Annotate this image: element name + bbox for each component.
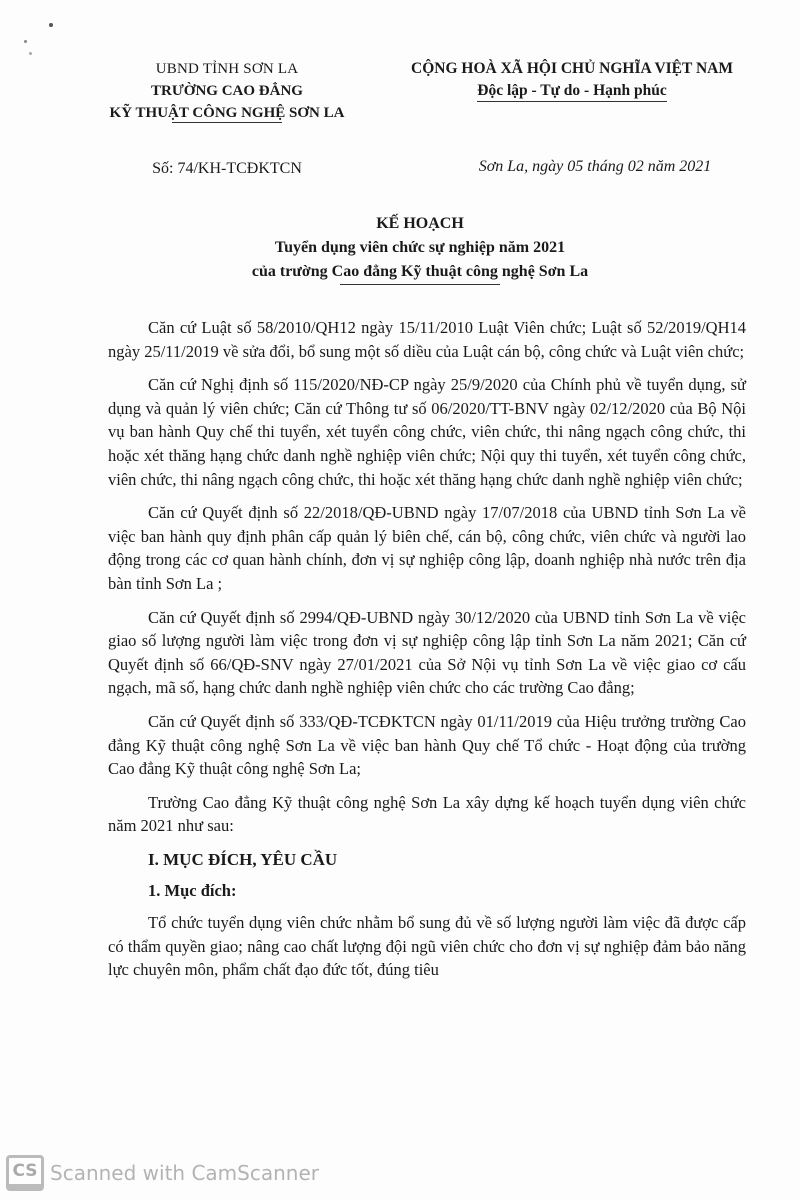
national-motto: Độc lập - Tự do - Hạnh phúc — [477, 80, 666, 102]
document-title-block — [100, 212, 740, 285]
section-heading: I. MỤC ĐÍCH, YÊU CẦU — [148, 849, 338, 869]
document-title: KẾ HOẠCH — [376, 215, 464, 232]
school-name-line2: KỸ THUẬT CÔNG NGHỆ SƠN LA — [109, 105, 345, 121]
title-underline — [340, 284, 500, 285]
camscanner-watermark — [6, 1155, 319, 1191]
scan-speck — [29, 52, 32, 55]
province-committee-line: UBND TỈNH SƠN LA — [155, 61, 299, 77]
legal-basis-paragraph: Căn cứ Quyết định số 333/QĐ-TCĐKTCN ngày 01/11/2019 của Hiệu trưởng trường Cao đẳng Kỹ thuật công nghệ Sơn La về việc ban hành Quy chế Tổ chức - Hoạt động của trường Cao đẳng Kỹ thuật công nghệ Sơn La; — [108, 711, 746, 779]
scan-speck — [49, 23, 53, 27]
camscanner-logo-icon: CS — [6, 1155, 44, 1191]
issuing-authority-header — [72, 58, 382, 123]
legal-basis-paragraph: Căn cứ Quyết định số 22/2018/QĐ-UBND ngày 17/07/2018 của UBND tỉnh Sơn La về việc ban hành quy định phân cấp quản lý biên chế, cán bộ, công chức, viên chức và người lao động trong các cơ quan hành chính, đơn vị sự nghiệp công lập, doanh nghiệp nhà nước trên địa bàn tỉnh Sơn La ; — [108, 503, 746, 593]
document-date: Sơn La, ngày 05 tháng 02 năm 2021 — [478, 158, 712, 175]
subsection-heading: 1. Mục đích: — [148, 881, 237, 901]
legal-basis-paragraph: Căn cứ Nghị định số 115/2020/NĐ-CP ngày 25/9/2020 của Chính phủ về tuyển dụng, sử dụng và quản lý viên chức; Căn cứ Thông tư số 06/2020/TT-BNV ngày 02/12/2020 của Bộ Nội vụ ban hành Quy chế thi tuyển, xét tuyển công chức, viên chức, thi nâng ngạch công chức, thi hoặc xét thăng hạng chức danh nghề nghiệp viên chức; Nội quy thi tuyển, xét tuyển công chức, viên chức, thi nâng ngạch công chức, thi hoặc xét thăng hạng chức danh nghề nghiệp viên chức; — [108, 375, 746, 489]
scan-speck — [24, 40, 27, 43]
watermark-text: Scanned with CamScanner — [50, 1161, 319, 1185]
school-name-line1: TRƯỜNG CAO ĐẲNG — [151, 83, 303, 99]
national-motto-header — [382, 58, 762, 102]
document-number: Số: 74/KH-TCĐKTCN — [152, 160, 302, 177]
legal-basis-paragraph: Căn cứ Quyết định số 2994/QĐ-UBND ngày 30/12/2020 của UBND tỉnh Sơn La về việc giao số lượng người làm việc trong đơn vị sự nghiệp công lập tỉnh Sơn La năm 2021; Căn cứ Quyết định số 66/QĐ-SNV ngày 27/01/2021 của Sở Nội vụ tỉnh Sơn La về việc giao cơ cấu ngạch, mã số, hạng chức danh nghề nghiệp viên chức cho các trường Cao đẳng; — [108, 607, 746, 698]
purpose-paragraph: Tổ chức tuyển dụng viên chức nhằm bổ sung đủ về số lượng người làm việc đã được cấp có thẩm quyền giao; nâng cao chất lượng đội ngũ viên chức cho đơn vị sự nghiệp đảm bảo năng lực chuyên môn, phẩm chất đạo đức tốt, đúng tiêu — [108, 913, 746, 980]
document-subtitle-2: của trường Cao đẳng Kỹ thuật công nghệ Sơn La — [251, 263, 589, 280]
document-subtitle-1: Tuyển dụng viên chức sự nghiệp năm 2021 — [274, 239, 566, 256]
document-body — [108, 316, 746, 992]
intro-paragraph: Trường Cao đẳng Kỹ thuật công nghệ Sơn La xây dựng kế hoạch tuyển dụng viên chức năm 2021 như sau: — [108, 792, 746, 836]
legal-basis-paragraph: Căn cứ Luật số 58/2010/QH12 ngày 15/11/2010 Luật Viên chức; Luật số 52/2019/QH14 ngày 25/11/2019 về sửa đổi, bổ sung một số diều của Luật cán bộ, công chức và Luật viên chức; — [108, 318, 746, 361]
country-name: CỘNG HOÀ XÃ HỘI CHỦ NGHĨA VIỆT NAM — [411, 60, 733, 77]
